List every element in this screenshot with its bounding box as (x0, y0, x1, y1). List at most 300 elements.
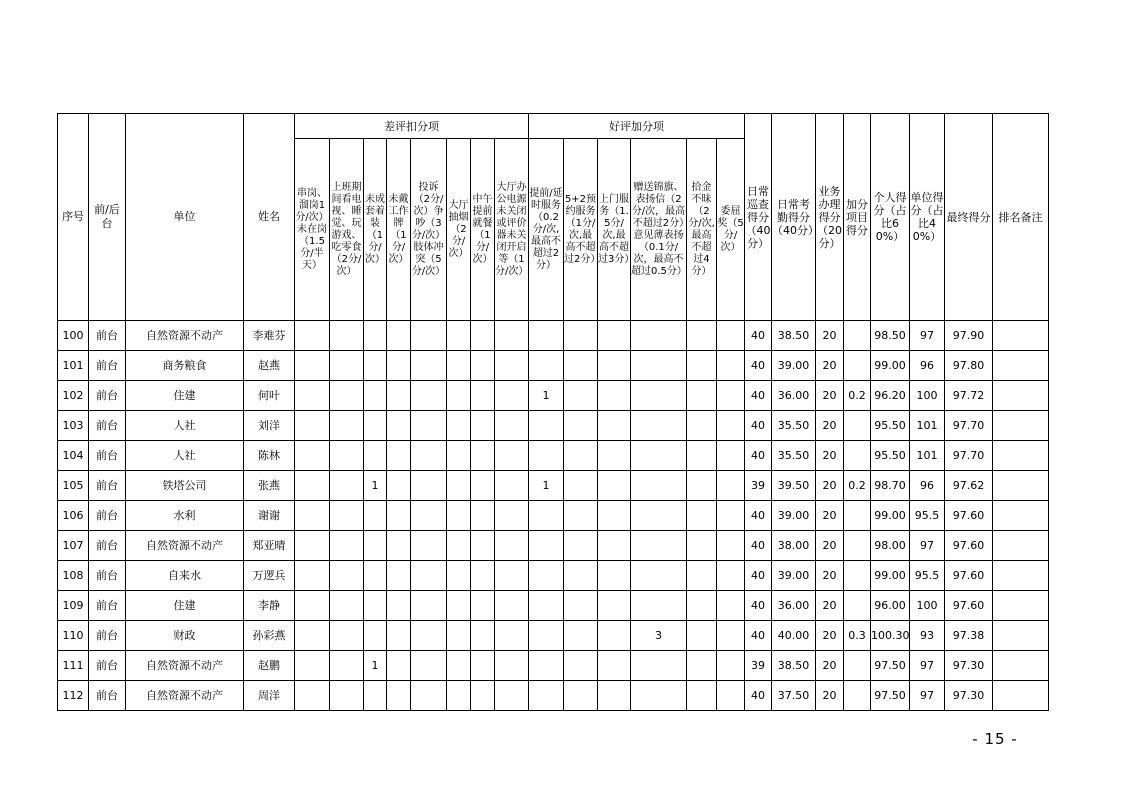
cell-bonus-6 (717, 501, 745, 531)
cell-rank-note (993, 681, 1049, 711)
cell-deduct-3 (364, 681, 387, 711)
cell-deduct-6 (447, 381, 471, 411)
cell-business: 20 (816, 621, 844, 651)
cell-deduct-2 (330, 441, 364, 471)
cell-unit-score: 93 (910, 621, 945, 651)
cell-seq: 107 (58, 531, 89, 561)
cell-seq: 100 (58, 321, 89, 351)
header-bonus-2: 5+2预约服务（1分/次,最高不超过2分） (564, 139, 598, 321)
cell-seq: 108 (58, 561, 89, 591)
cell-front-back: 前台 (89, 471, 126, 501)
cell-attendance: 38.50 (772, 321, 816, 351)
cell-daily-patrol: 40 (745, 441, 772, 471)
cell-deduct-3 (364, 621, 387, 651)
cell-bonus-4 (631, 351, 687, 381)
cell-seq: 101 (58, 351, 89, 381)
cell-attendance: 39.00 (772, 501, 816, 531)
cell-deduct-7 (471, 441, 495, 471)
cell-rank-note (993, 351, 1049, 381)
cell-daily-patrol: 40 (745, 531, 772, 561)
cell-attendance: 38.00 (772, 531, 816, 561)
cell-front-back: 前台 (89, 591, 126, 621)
cell-deduct-1 (295, 381, 330, 411)
cell-bonus-score (844, 441, 871, 471)
cell-bonus-score (844, 351, 871, 381)
cell-final-score: 97.60 (945, 501, 993, 531)
cell-rank-note (993, 501, 1049, 531)
cell-deduct-5 (411, 561, 447, 591)
cell-deduct-6 (447, 561, 471, 591)
cell-bonus-score (844, 591, 871, 621)
cell-bonus-5 (687, 471, 717, 501)
cell-front-back: 前台 (89, 381, 126, 411)
table-row (58, 561, 1049, 591)
cell-deduct-8 (495, 441, 529, 471)
cell-rank-note (993, 411, 1049, 441)
cell-business: 20 (816, 441, 844, 471)
cell-business: 20 (816, 471, 844, 501)
cell-business: 20 (816, 351, 844, 381)
cell-bonus-3 (598, 531, 631, 561)
table-row (58, 441, 1049, 471)
cell-deduct-2 (330, 591, 364, 621)
cell-bonus-4 (631, 681, 687, 711)
cell-daily-patrol: 40 (745, 381, 772, 411)
cell-name: 赵鹏 (244, 651, 295, 681)
cell-bonus-4 (631, 381, 687, 411)
cell-deduct-7 (471, 591, 495, 621)
table-row (58, 381, 1049, 411)
cell-bonus-score (844, 501, 871, 531)
cell-personal-score: 95.50 (871, 441, 910, 471)
cell-deduct-1 (295, 501, 330, 531)
cell-bonus-3 (598, 411, 631, 441)
cell-bonus-score: 0.2 (844, 471, 871, 501)
cell-deduct-2 (330, 411, 364, 441)
cell-deduct-7 (471, 471, 495, 501)
cell-bonus-3 (598, 651, 631, 681)
cell-bonus-2 (564, 621, 598, 651)
header-rank-note: 排名备注 (993, 114, 1049, 321)
cell-bonus-5 (687, 621, 717, 651)
cell-unit-score: 96 (910, 471, 945, 501)
cell-front-back: 前台 (89, 321, 126, 351)
cell-deduct-4 (387, 501, 411, 531)
cell-unit-score: 97 (910, 681, 945, 711)
cell-rank-note (993, 621, 1049, 651)
cell-bonus-6 (717, 651, 745, 681)
cell-deduct-8 (495, 381, 529, 411)
header-name: 姓名 (244, 114, 295, 321)
cell-deduct-4 (387, 561, 411, 591)
cell-deduct-4 (387, 531, 411, 561)
cell-bonus-1: 1 (529, 381, 564, 411)
cell-deduct-1 (295, 321, 330, 351)
cell-unit: 铁塔公司 (126, 471, 244, 501)
cell-bonus-6 (717, 441, 745, 471)
cell-deduct-7 (471, 531, 495, 561)
cell-bonus-score (844, 411, 871, 441)
cell-deduct-1 (295, 531, 330, 561)
cell-bonus-2 (564, 501, 598, 531)
cell-deduct-5 (411, 321, 447, 351)
cell-bonus-3 (598, 561, 631, 591)
cell-rank-note (993, 471, 1049, 501)
cell-unit: 水利 (126, 501, 244, 531)
cell-bonus-6 (717, 411, 745, 441)
table-row (58, 471, 1049, 501)
cell-attendance: 39.00 (772, 561, 816, 591)
cell-bonus-score: 0.3 (844, 621, 871, 651)
cell-final-score: 97.60 (945, 561, 993, 591)
cell-bonus-2 (564, 471, 598, 501)
cell-name: 何叶 (244, 381, 295, 411)
cell-deduct-8 (495, 411, 529, 441)
cell-name: 周洋 (244, 681, 295, 711)
cell-deduct-3 (364, 501, 387, 531)
cell-deduct-4 (387, 441, 411, 471)
cell-business: 20 (816, 531, 844, 561)
cell-personal-score: 95.50 (871, 411, 910, 441)
cell-deduct-5 (411, 681, 447, 711)
cell-personal-score: 99.00 (871, 351, 910, 381)
cell-deduct-7 (471, 561, 495, 591)
cell-unit: 自然资源不动产 (126, 651, 244, 681)
cell-unit-score: 95.5 (910, 561, 945, 591)
cell-personal-score: 96.20 (871, 381, 910, 411)
cell-bonus-1 (529, 351, 564, 381)
cell-business: 20 (816, 591, 844, 621)
cell-attendance: 35.50 (772, 411, 816, 441)
cell-attendance: 39.00 (772, 351, 816, 381)
cell-deduct-6 (447, 591, 471, 621)
cell-bonus-1 (529, 651, 564, 681)
cell-deduct-1 (295, 591, 330, 621)
cell-seq: 112 (58, 681, 89, 711)
cell-business: 20 (816, 561, 844, 591)
cell-deduct-4 (387, 381, 411, 411)
cell-bonus-6 (717, 681, 745, 711)
cell-attendance: 39.50 (772, 471, 816, 501)
cell-unit-score: 96 (910, 351, 945, 381)
header-bonus-1: 提前/延时服务（0.2分/次,最高不超过2分） (529, 139, 564, 321)
cell-rank-note (993, 531, 1049, 561)
cell-deduct-6 (447, 621, 471, 651)
cell-bonus-3 (598, 591, 631, 621)
cell-front-back: 前台 (89, 561, 126, 591)
cell-deduct-5 (411, 531, 447, 561)
cell-bonus-score (844, 561, 871, 591)
header-front-back: 前/后台 (89, 114, 126, 321)
cell-bonus-2 (564, 651, 598, 681)
header-deduct-4: 未戴工作牌（1分/次） (387, 139, 411, 321)
cell-unit-score: 97 (910, 531, 945, 561)
cell-bonus-4 (631, 651, 687, 681)
page-number: - 15 - (972, 730, 1018, 748)
cell-attendance: 36.00 (772, 591, 816, 621)
cell-bonus-6 (717, 561, 745, 591)
cell-bonus-1 (529, 591, 564, 621)
cell-deduct-5 (411, 381, 447, 411)
cell-bonus-1 (529, 411, 564, 441)
header-deduct-1: 串岗、溜岗1分/次）未在岗（1.5分/半天） (295, 139, 330, 321)
cell-personal-score: 100.30 (871, 621, 910, 651)
cell-personal-score: 97.50 (871, 651, 910, 681)
cell-bonus-2 (564, 381, 598, 411)
cell-rank-note (993, 321, 1049, 351)
cell-bonus-3 (598, 351, 631, 381)
cell-deduct-1 (295, 351, 330, 381)
cell-daily-patrol: 40 (745, 321, 772, 351)
cell-name: 张燕 (244, 471, 295, 501)
cell-daily-patrol: 40 (745, 561, 772, 591)
cell-deduct-8 (495, 591, 529, 621)
cell-bonus-5 (687, 441, 717, 471)
cell-bonus-5 (687, 681, 717, 711)
cell-deduct-3 (364, 411, 387, 441)
cell-deduct-2 (330, 531, 364, 561)
cell-deduct-2 (330, 621, 364, 651)
cell-name: 李难芬 (244, 321, 295, 351)
cell-unit: 人社 (126, 411, 244, 441)
cell-bonus-4 (631, 441, 687, 471)
cell-deduct-3 (364, 381, 387, 411)
table-row (58, 591, 1049, 621)
cell-deduct-7 (471, 681, 495, 711)
cell-bonus-5 (687, 381, 717, 411)
cell-deduct-8 (495, 531, 529, 561)
cell-front-back: 前台 (89, 501, 126, 531)
cell-final-score: 97.62 (945, 471, 993, 501)
cell-deduct-2 (330, 321, 364, 351)
cell-deduct-2 (330, 651, 364, 681)
cell-deduct-5 (411, 441, 447, 471)
cell-unit: 财政 (126, 621, 244, 651)
cell-deduct-3 (364, 561, 387, 591)
cell-rank-note (993, 381, 1049, 411)
cell-deduct-2 (330, 681, 364, 711)
cell-final-score: 97.80 (945, 351, 993, 381)
cell-final-score: 97.30 (945, 681, 993, 711)
cell-deduct-8 (495, 351, 529, 381)
cell-rank-note (993, 591, 1049, 621)
cell-deduct-7 (471, 411, 495, 441)
cell-deduct-2 (330, 381, 364, 411)
cell-deduct-1 (295, 441, 330, 471)
cell-attendance: 37.50 (772, 681, 816, 711)
cell-bonus-4 (631, 531, 687, 561)
header-deduct-6: 大厅抽烟（2分/次） (447, 139, 471, 321)
cell-bonus-1 (529, 501, 564, 531)
cell-unit-score: 100 (910, 381, 945, 411)
cell-deduct-8 (495, 561, 529, 591)
cell-bonus-1 (529, 441, 564, 471)
cell-bonus-2 (564, 531, 598, 561)
header-bonus-5: 拾金不昧（2分/次,最高不超过4分） (687, 139, 717, 321)
cell-unit: 人社 (126, 441, 244, 471)
header-deduct-5: 投诉（2分/次）争吵（3分/次）肢体冲突（5分/次） (411, 139, 447, 321)
cell-deduct-4 (387, 651, 411, 681)
header-deduct-group: 差评扣分项 (295, 114, 529, 139)
cell-bonus-4: 3 (631, 621, 687, 651)
cell-deduct-7 (471, 651, 495, 681)
cell-rank-note (993, 561, 1049, 591)
cell-deduct-8 (495, 471, 529, 501)
cell-daily-patrol: 39 (745, 471, 772, 501)
cell-personal-score: 96.00 (871, 591, 910, 621)
cell-personal-score: 99.00 (871, 501, 910, 531)
cell-daily-patrol: 40 (745, 501, 772, 531)
cell-unit: 住建 (126, 381, 244, 411)
cell-attendance: 38.50 (772, 651, 816, 681)
cell-bonus-5 (687, 351, 717, 381)
cell-deduct-2 (330, 351, 364, 381)
cell-final-score: 97.60 (945, 591, 993, 621)
cell-bonus-5 (687, 561, 717, 591)
header-deduct-3: 未成套着装（1分/次） (364, 139, 387, 321)
cell-deduct-2 (330, 471, 364, 501)
cell-seq: 106 (58, 501, 89, 531)
cell-deduct-3 (364, 441, 387, 471)
cell-deduct-4 (387, 471, 411, 501)
cell-unit-score: 97 (910, 321, 945, 351)
cell-unit-score: 101 (910, 411, 945, 441)
cell-deduct-7 (471, 501, 495, 531)
cell-bonus-6 (717, 321, 745, 351)
table-row (58, 681, 1049, 711)
cell-daily-patrol: 39 (745, 651, 772, 681)
cell-deduct-1 (295, 471, 330, 501)
header-final-score: 最终得分 (945, 114, 993, 321)
cell-bonus-2 (564, 561, 598, 591)
cell-final-score: 97.38 (945, 621, 993, 651)
header-bonus-6: 委屈奖（5分/次） (717, 139, 745, 321)
cell-seq: 104 (58, 441, 89, 471)
cell-bonus-5 (687, 651, 717, 681)
cell-personal-score: 98.00 (871, 531, 910, 561)
cell-final-score: 97.60 (945, 531, 993, 561)
cell-unit-score: 97 (910, 651, 945, 681)
cell-deduct-2 (330, 501, 364, 531)
cell-unit: 自然资源不动产 (126, 321, 244, 351)
cell-bonus-5 (687, 591, 717, 621)
table-row (58, 651, 1049, 681)
cell-deduct-3 (364, 531, 387, 561)
cell-bonus-3 (598, 621, 631, 651)
cell-deduct-3: 1 (364, 471, 387, 501)
cell-deduct-5 (411, 351, 447, 381)
cell-business: 20 (816, 321, 844, 351)
cell-bonus-6 (717, 591, 745, 621)
cell-unit-score: 100 (910, 591, 945, 621)
cell-bonus-score (844, 321, 871, 351)
cell-deduct-7 (471, 321, 495, 351)
cell-bonus-1: 1 (529, 471, 564, 501)
cell-name: 谢谢 (244, 501, 295, 531)
cell-deduct-8 (495, 651, 529, 681)
cell-front-back: 前台 (89, 651, 126, 681)
cell-bonus-6 (717, 351, 745, 381)
cell-attendance: 40.00 (772, 621, 816, 651)
cell-deduct-4 (387, 321, 411, 351)
cell-bonus-4 (631, 501, 687, 531)
cell-final-score: 97.30 (945, 651, 993, 681)
cell-bonus-2 (564, 351, 598, 381)
cell-bonus-3 (598, 681, 631, 711)
header-deduct-7: 中午提前就餐（1分/次） (471, 139, 495, 321)
cell-seq: 102 (58, 381, 89, 411)
cell-personal-score: 98.70 (871, 471, 910, 501)
cell-deduct-8 (495, 621, 529, 651)
cell-bonus-2 (564, 441, 598, 471)
cell-deduct-1 (295, 621, 330, 651)
cell-bonus-4 (631, 591, 687, 621)
table-row (58, 531, 1049, 561)
cell-deduct-5 (411, 621, 447, 651)
cell-deduct-6 (447, 321, 471, 351)
cell-bonus-6 (717, 531, 745, 561)
cell-bonus-score (844, 531, 871, 561)
cell-seq: 103 (58, 411, 89, 441)
cell-bonus-4 (631, 471, 687, 501)
cell-deduct-1 (295, 651, 330, 681)
cell-deduct-5 (411, 591, 447, 621)
header-bonus-score: 加分项目得分 (844, 114, 871, 321)
cell-bonus-score (844, 681, 871, 711)
cell-seq: 111 (58, 651, 89, 681)
table-row (58, 351, 1049, 381)
cell-front-back: 前台 (89, 351, 126, 381)
cell-bonus-5 (687, 501, 717, 531)
cell-deduct-8 (495, 681, 529, 711)
cell-daily-patrol: 40 (745, 621, 772, 651)
cell-name: 万逻兵 (244, 561, 295, 591)
cell-bonus-5 (687, 531, 717, 561)
cell-deduct-4 (387, 591, 411, 621)
cell-deduct-6 (447, 651, 471, 681)
cell-personal-score: 98.50 (871, 321, 910, 351)
header-personal-score: 个人得分（占比60%） (871, 114, 910, 321)
cell-deduct-3 (364, 321, 387, 351)
header-bonus-group: 好评加分项 (529, 114, 745, 139)
header-deduct-2: 上班期间看电视、睡觉、玩游戏、吃零食（2分/次） (330, 139, 364, 321)
cell-unit: 自来水 (126, 561, 244, 591)
header-unit: 单位 (126, 114, 244, 321)
cell-bonus-5 (687, 411, 717, 441)
score-table (57, 113, 1049, 711)
cell-daily-patrol: 40 (745, 351, 772, 381)
table-row (58, 621, 1049, 651)
cell-bonus-6 (717, 471, 745, 501)
cell-bonus-3 (598, 501, 631, 531)
cell-bonus-6 (717, 381, 745, 411)
cell-bonus-score: 0.2 (844, 381, 871, 411)
cell-bonus-1 (529, 621, 564, 651)
cell-front-back: 前台 (89, 531, 126, 561)
cell-deduct-3 (364, 351, 387, 381)
cell-deduct-4 (387, 621, 411, 651)
cell-seq: 105 (58, 471, 89, 501)
cell-bonus-1 (529, 561, 564, 591)
cell-daily-patrol: 40 (745, 681, 772, 711)
cell-deduct-4 (387, 351, 411, 381)
cell-final-score: 97.70 (945, 441, 993, 471)
cell-bonus-4 (631, 321, 687, 351)
cell-attendance: 36.00 (772, 381, 816, 411)
cell-deduct-6 (447, 351, 471, 381)
cell-personal-score: 99.00 (871, 561, 910, 591)
header-bonus-3: 上门服务（1.5分/次,最高不超过3分） (598, 139, 631, 321)
